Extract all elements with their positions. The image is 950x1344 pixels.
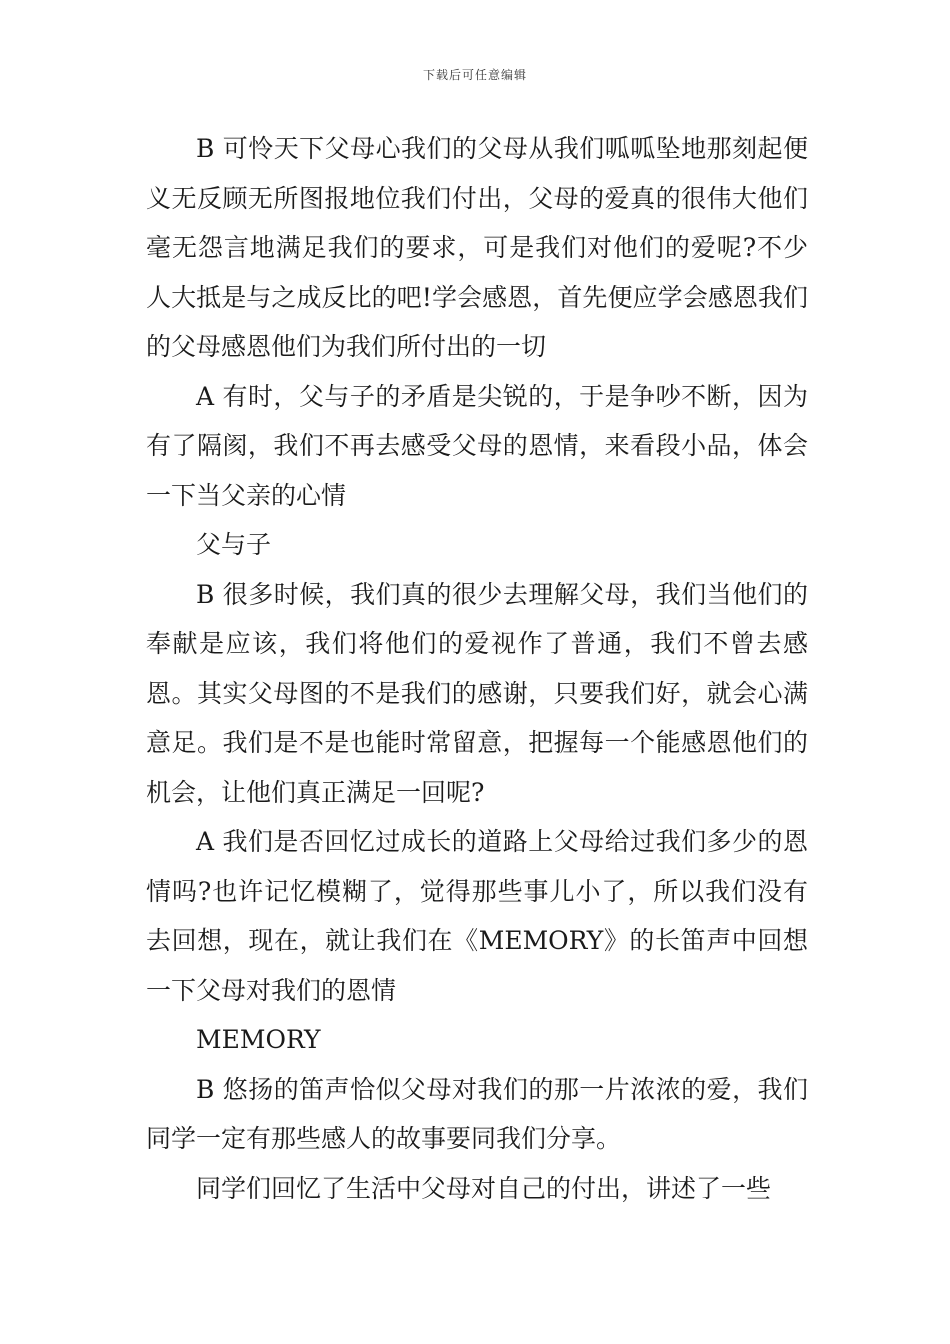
paragraph-b-intro: B 可怜天下父母心我们的父母从我们呱呱坠地那刻起便义无反顾无所图报地位我们付出，父母的爱真的很伟大他们毫无怨言地满足我们的要求，可是我们对他们的爱呢?不少人大抵是与之成反比的吧!学会感恩，首先便应学会感恩我们的父母感恩他们为我们所付出的一切: [146, 134, 808, 361]
page-header: 下载后可任意编辑: [422, 68, 527, 82]
paragraph-b-flute: B 悠扬的笛声恰似父母对我们的那一片浓浓的爱，我们同学一定有那些感人的故事要同我们分享。: [146, 1074, 808, 1153]
paragraph-memory-title: MEMORY: [196, 1025, 321, 1054]
paragraph-b-understanding: B 很多时候，我们真的很少去理解父母，我们当他们的奉献是应该，我们将他们的爱视作了普通，我们不曾去感恩。其实父母图的不是我们的感谢，只要我们好，就会心满意足。我们是不是也能时常留意，把握每一个能感恩他们的机会，让他们真正满足一回呢?: [146, 579, 808, 807]
paragraph-sketch-title: 父与子: [196, 530, 272, 559]
document-body: [146, 124, 808, 1213]
paragraph-a-memory: A 我们是否回忆过成长的道路上父母给过我们多少的恩情吗?也许记忆模糊了，觉得那些事儿小了，所以我们没有去回想，现在，就让我们在《MEMORY》的长笛声中回想一下父母对我们的恩情: [146, 827, 808, 1005]
paragraph-students-recall: 同学们回忆了生活中父母对自己的付出，讲述了一些: [196, 1173, 772, 1203]
paragraph-a-conflict: A 有时，父与子的矛盾是尖锐的，于是争吵不断，因为有了隔阂，我们不再去感受父母的恩情，来看段小品，体会一下当父亲的心情: [146, 381, 808, 510]
